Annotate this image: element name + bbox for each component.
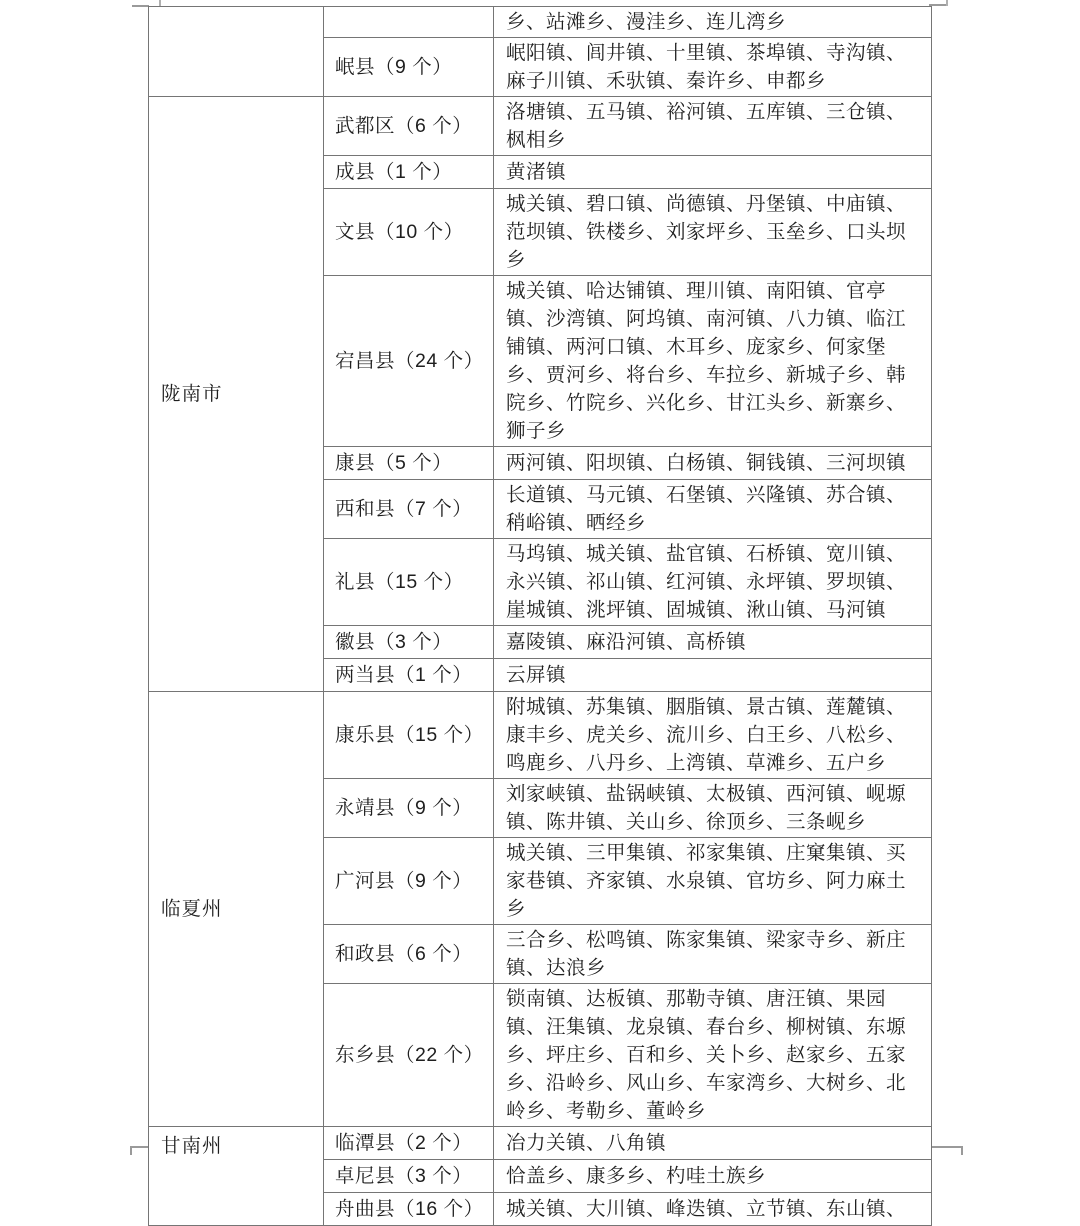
townships-cell: 长道镇、马元镇、石堡镇、兴隆镇、苏合镇、稍峪镇、晒经乡 [494, 480, 932, 539]
townships-cell: 附城镇、苏集镇、胭脂镇、景古镇、莲麓镇、康丰乡、虎关乡、流川乡、白王乡、八松乡、鸣鹿乡、八丹乡、上湾镇、草滩乡、五户乡 [494, 692, 932, 779]
table-row [149, 7, 932, 38]
townships-cell: 冶力关镇、八角镇 [494, 1127, 932, 1160]
county-cell: 西和县（7 个） [324, 480, 494, 539]
townships-cell: 刘家峡镇、盐锅峡镇、太极镇、西河镇、岘塬镇、陈井镇、关山乡、徐顶乡、三条岘乡 [494, 779, 932, 838]
townships-cell: 洛塘镇、五马镇、裕河镇、五库镇、三仓镇、枫相乡 [494, 97, 932, 156]
townships-cell: 锁南镇、达板镇、那勒寺镇、唐汪镇、果园镇、汪集镇、龙泉镇、春台乡、柳树镇、东塬乡、坪庄乡、百和乡、关卜乡、赵家乡、五家乡、沿岭乡、风山乡、车家湾乡、大树乡、北岭乡、考勒乡、董岭乡 [494, 984, 932, 1127]
townships-cell: 三合乡、松鸣镇、陈家集镇、梁家寺乡、新庄镇、达浪乡 [494, 925, 932, 984]
county-cell: 广河县（9 个） [324, 838, 494, 925]
county-cell: 和政县（6 个） [324, 925, 494, 984]
townships-cell: 恰盖乡、康多乡、杓哇土族乡 [494, 1160, 932, 1193]
townships-cell: 岷阳镇、闾井镇、十里镇、茶埠镇、寺沟镇、麻子川镇、禾驮镇、秦许乡、申都乡 [494, 38, 932, 97]
townships-cell: 城关镇、三甲集镇、祁家集镇、庄窠集镇、买家巷镇、齐家镇、水泉镇、官坊乡、阿力麻土乡 [494, 838, 932, 925]
table-row [149, 692, 932, 779]
county-cell: 武都区（6 个） [324, 97, 494, 156]
townships-cell: 城关镇、碧口镇、尚德镇、丹堡镇、中庙镇、范坝镇、铁楼乡、刘家坪乡、玉垒乡、口头坝乡 [494, 189, 932, 276]
county-cell: 礼县（15 个） [324, 539, 494, 626]
county-cell [324, 7, 494, 38]
county-cell: 舟曲县（16 个） [324, 1193, 494, 1226]
townships-cell: 云屏镇 [494, 659, 932, 692]
city-cell [149, 7, 324, 97]
townships-cell: 黄渚镇 [494, 156, 932, 189]
page-edge-artifact [961, 1146, 963, 1155]
county-cell: 两当县（1 个） [324, 659, 494, 692]
page-edge-artifact [130, 1146, 132, 1155]
county-cell: 卓尼县（3 个） [324, 1160, 494, 1193]
table-row [149, 97, 932, 156]
county-cell: 康乐县（15 个） [324, 692, 494, 779]
admin-divisions-table [148, 6, 932, 1226]
county-cell: 宕昌县（24 个） [324, 276, 494, 447]
city-cell: 甘南州 [149, 1127, 324, 1226]
county-cell: 徽县（3 个） [324, 626, 494, 659]
county-cell: 康县（5 个） [324, 447, 494, 480]
townships-cell: 嘉陵镇、麻沿河镇、高桥镇 [494, 626, 932, 659]
townships-cell: 城关镇、哈达铺镇、理川镇、南阳镇、官亭镇、沙湾镇、阿坞镇、南河镇、八力镇、临江铺镇、两河口镇、木耳乡、庞家乡、何家堡乡、贾河乡、将台乡、车拉乡、新城子乡、韩院乡、竹院乡、兴化乡、甘江头乡、新寨乡、狮子乡 [494, 276, 932, 447]
county-cell: 岷县（9 个） [324, 38, 494, 97]
city-cell: 临夏州 [149, 692, 324, 1127]
townships-cell: 城关镇、大川镇、峰迭镇、立节镇、东山镇、 [494, 1193, 932, 1226]
county-cell: 文县（10 个） [324, 189, 494, 276]
county-cell: 成县（1 个） [324, 156, 494, 189]
page-edge-artifact [132, 5, 149, 7]
townships-cell: 乡、站滩乡、漫洼乡、连儿湾乡 [494, 7, 932, 38]
county-cell: 东乡县（22 个） [324, 984, 494, 1127]
city-cell: 陇南市 [149, 97, 324, 692]
townships-cell: 两河镇、阳坝镇、白杨镇、铜钱镇、三河坝镇 [494, 447, 932, 480]
county-cell: 永靖县（9 个） [324, 779, 494, 838]
page-edge-artifact [931, 1146, 963, 1148]
page-edge-artifact [946, 0, 948, 6]
townships-cell: 马坞镇、城关镇、盐官镇、石桥镇、宽川镇、永兴镇、祁山镇、红河镇、永坪镇、罗坝镇、崖城镇、洮坪镇、固城镇、湫山镇、马河镇 [494, 539, 932, 626]
admin-table-body [149, 7, 932, 1226]
county-cell: 临潭县（2 个） [324, 1127, 494, 1160]
